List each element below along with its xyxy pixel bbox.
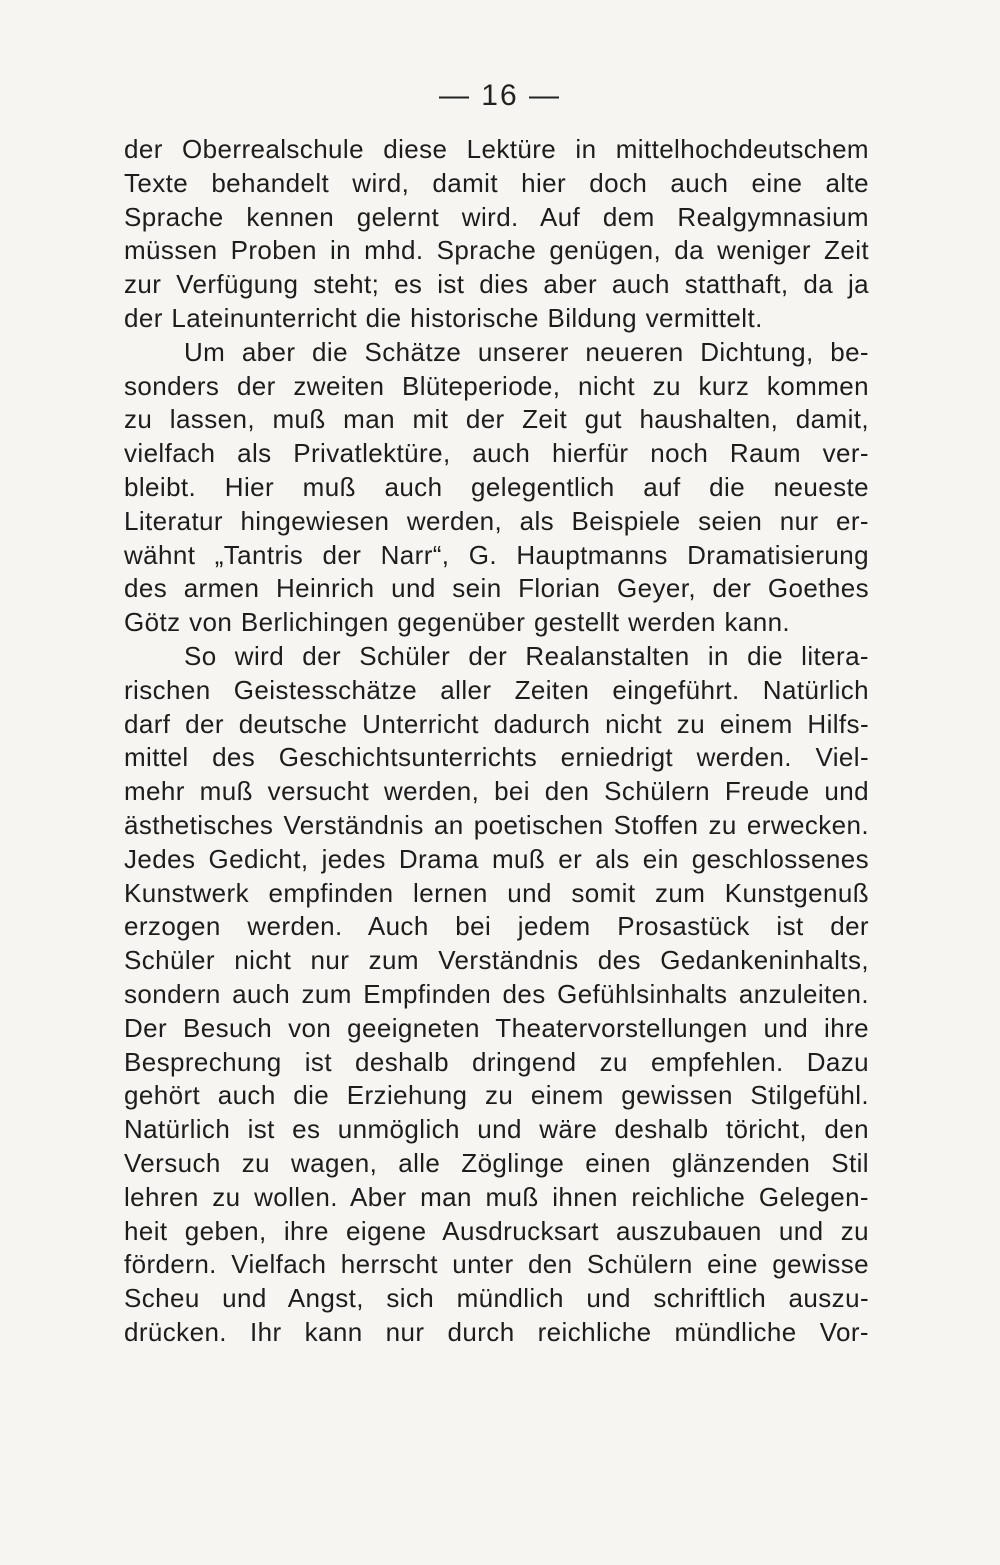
text-line: Sprache kennen gelernt wird. Auf dem Realgymnasium: [124, 201, 869, 232]
text-line: mehr muß versucht werden, bei den Schülern Freude und: [124, 776, 869, 807]
body-text: [124, 133, 869, 1350]
text-line: der Oberrealschule diese Lektüre in mittelhochdeutschem: [124, 134, 869, 164]
text-line: bleibt. Hier muß auch gelegentlich auf die neueste: [124, 471, 869, 502]
text-line: zur Verfügung steht; es ist dies aber auch statthaft, da ja: [124, 269, 869, 300]
text-line: drücken. Ihr kann nur durch reichliche mündliche Vor-: [124, 1316, 869, 1347]
text-line: mittel des Geschichtsunterrichts erniedrigt werden. Viel-: [124, 742, 869, 773]
text-line: müssen Proben in mhd. Sprache genügen, da weniger Zeit: [124, 235, 869, 266]
text-line: zu lassen, muß man mit der Zeit gut haushalten, damit,: [124, 404, 869, 435]
text-line: der Lateinunterricht die historische Bildung vermittelt.: [124, 302, 763, 333]
text-line: Texte behandelt wird, damit hier doch auch eine alte: [124, 167, 869, 198]
paragraph-start-line: So wird der Schüler der Realanstalten in die litera-: [184, 640, 869, 671]
text-line: Götz von Berlichingen gegenüber gestellt werden kann.: [124, 607, 791, 638]
text-line: Literatur hingewiesen werden, als Beispiele seien nur er-: [124, 505, 869, 536]
text-line: darf der deutsche Unterricht dadurch nicht zu einem Hilfs-: [124, 708, 869, 739]
text-line: Der Besuch von geeigneten Theatervorstellungen und ihre: [124, 1012, 869, 1043]
text-line: Natürlich ist es unmöglich und wäre deshalb töricht, den: [124, 1114, 869, 1145]
text-line: heit geben, ihre eigene Ausdrucksart auszubauen und zu: [124, 1215, 869, 1246]
text-line: sonders der zweiten Blüteperiode, nicht zu kurz kommen: [124, 370, 869, 401]
text-line: Scheu und Angst, sich mündlich und schriftlich auszu-: [124, 1283, 869, 1314]
text-line: rischen Geistesschätze aller Zeiten eingeführt. Natürlich: [124, 674, 869, 705]
text-line: Jedes Gedicht, jedes Drama muß er als ein geschlossenes: [124, 843, 869, 874]
text-line: des armen Heinrich und sein Florian Geyer, der Goethes: [124, 573, 869, 604]
text-line: Besprechung ist deshalb dringend zu empfehlen. Dazu: [124, 1046, 869, 1077]
page-number: — 16 —: [438, 79, 562, 112]
text-line: Kunstwerk empfinden lernen und somit zum Kunstgenuß: [124, 877, 869, 908]
text-line: ästhetisches Verständnis an poetischen Stoffen zu erwecken.: [124, 809, 869, 840]
text-line: gehört auch die Erziehung zu einem gewissen Stilgefühl.: [124, 1080, 869, 1111]
text-line: Versuch zu wagen, alle Zöglinge einen glänzenden Stil: [124, 1147, 869, 1178]
text-line: vielfach als Privatlektüre, auch hierfür noch Raum ver-: [124, 438, 869, 469]
text-line: sondern auch zum Empfinden des Gefühlsinhalts anzuleiten.: [124, 978, 869, 1009]
text-line: fördern. Vielfach herrscht unter den Schülern eine gewisse: [124, 1249, 869, 1280]
text-line: wähnt „Tantris der Narr“, G. Hauptmanns Dramatisierung: [124, 539, 869, 570]
text-line: erzogen werden. Auch bei jedem Prosastück ist der: [124, 911, 869, 942]
paragraph-start-line: Um aber die Schätze unserer neueren Dichtung, be-: [184, 336, 869, 367]
text-line: Schüler nicht nur zum Verständnis des Gedankeninhalts,: [124, 945, 869, 976]
text-line: lehren zu wollen. Aber man muß ihnen reichliche Gelegen-: [124, 1181, 869, 1212]
